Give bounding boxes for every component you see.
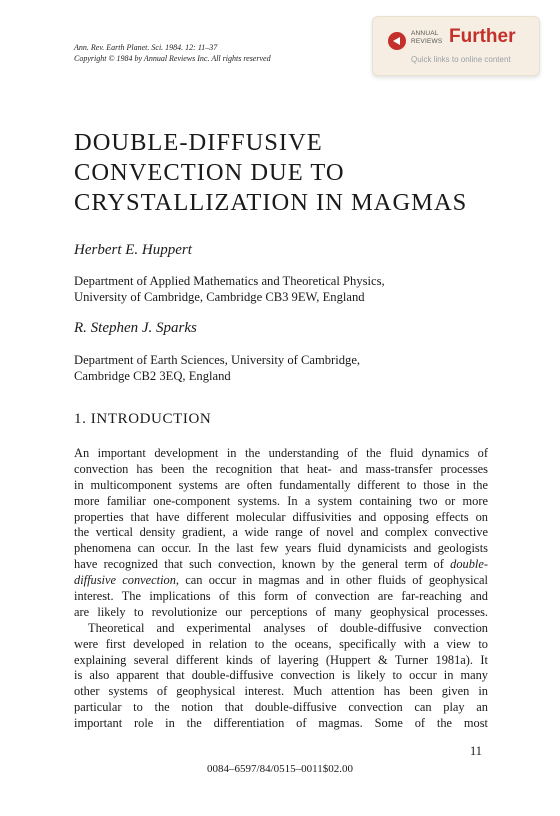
play-back-icon — [388, 32, 406, 50]
title-line: CONVECTION DUE TO — [74, 159, 345, 186]
further-tagline: Quick links to online content — [411, 55, 511, 64]
body-line: diffusive convection, can occur in magmas and in other fluids of geophysical — [74, 573, 488, 588]
body-line: have recognized that such convection, known by the general term of double- — [74, 557, 488, 572]
article-title — [74, 128, 514, 218]
body-line: in multicomponent systems are often fundamentally different to those in the — [74, 477, 488, 492]
body-line: is also apparent that double-diffusive convection is likely to occur in many — [74, 668, 488, 683]
author-name: Herbert E. Huppert — [74, 242, 192, 258]
journal-citation: Ann. Rev. Earth Planet. Sci. 1984. 12: 11–37 — [74, 43, 218, 52]
title-line: CRYSTALLIZATION IN MAGMAS — [74, 189, 468, 216]
author-affiliation — [74, 273, 494, 305]
section-heading: 1. INTRODUCTION — [74, 411, 212, 427]
body-line: properties that have different molecular diffusivities and opposing effects on — [74, 509, 488, 524]
body-line: particular to the notion that double-diffusive convection can play an — [74, 700, 488, 715]
page-number: 11 — [470, 744, 482, 758]
body-line: other systems of geophysical interest. Much attention has been given in — [74, 684, 488, 699]
body-line: phenomena can occur. In the last few years fluid dynamicists and geologists — [74, 541, 488, 556]
body-line: the vertical density gradient, a wide range of novel and complex convective — [74, 525, 488, 540]
annual-reviews-logo-text: ANNUAL REVIEWS — [411, 30, 443, 45]
author-affiliation — [74, 352, 494, 384]
header-meta — [74, 42, 271, 64]
italic-term: double- — [450, 557, 488, 572]
body-line: Theoretical and experimental analyses of double-diffusive convection — [88, 620, 488, 635]
body-text — [74, 446, 488, 732]
body-line: are likely to revolutionize our perceptions of many geophysical processes. — [74, 604, 488, 619]
further-badge[interactable] — [372, 16, 540, 76]
body-line: were first developed in relation to the oceans, specifically with a view to — [74, 636, 488, 651]
body-line: important role in the differentiation of magmas. Some of the most — [74, 716, 488, 731]
affiliation-line: Department of Applied Mathematics and Theoretical Physics, — [74, 274, 385, 288]
copyright-notice: Copyright © 1984 by Annual Reviews Inc. All rights reserved — [74, 54, 271, 63]
body-line: An important development in the understanding of the fluid dynamics of — [74, 446, 488, 460]
footer-code: 0084–6597/84/0515–0011$02.00 — [207, 763, 353, 775]
further-wordmark: Further — [449, 26, 516, 47]
italic-term: diffusive convection — [74, 573, 176, 588]
body-line: more familiar one-component systems. In a system containing two or more — [74, 493, 488, 508]
affiliation-line: Department of Earth Sciences, University of Cambridge, — [74, 353, 361, 367]
affiliation-line: University of Cambridge, Cambridge CB3 9EW, England — [74, 290, 365, 304]
affiliation-line: Cambridge CB2 3EQ, England — [74, 369, 231, 383]
author-name: R. Stephen J. Sparks — [74, 320, 197, 336]
body-line: explaining several different kinds of layering (Huppert & Turner 1981a). It — [74, 652, 488, 667]
title-line: DOUBLE-DIFFUSIVE — [74, 129, 323, 156]
body-line: convection has been the recognition that heat- and mass-transfer processes — [74, 461, 488, 476]
body-line: interest. The implications of this form of convection are far-reaching and — [74, 589, 488, 604]
